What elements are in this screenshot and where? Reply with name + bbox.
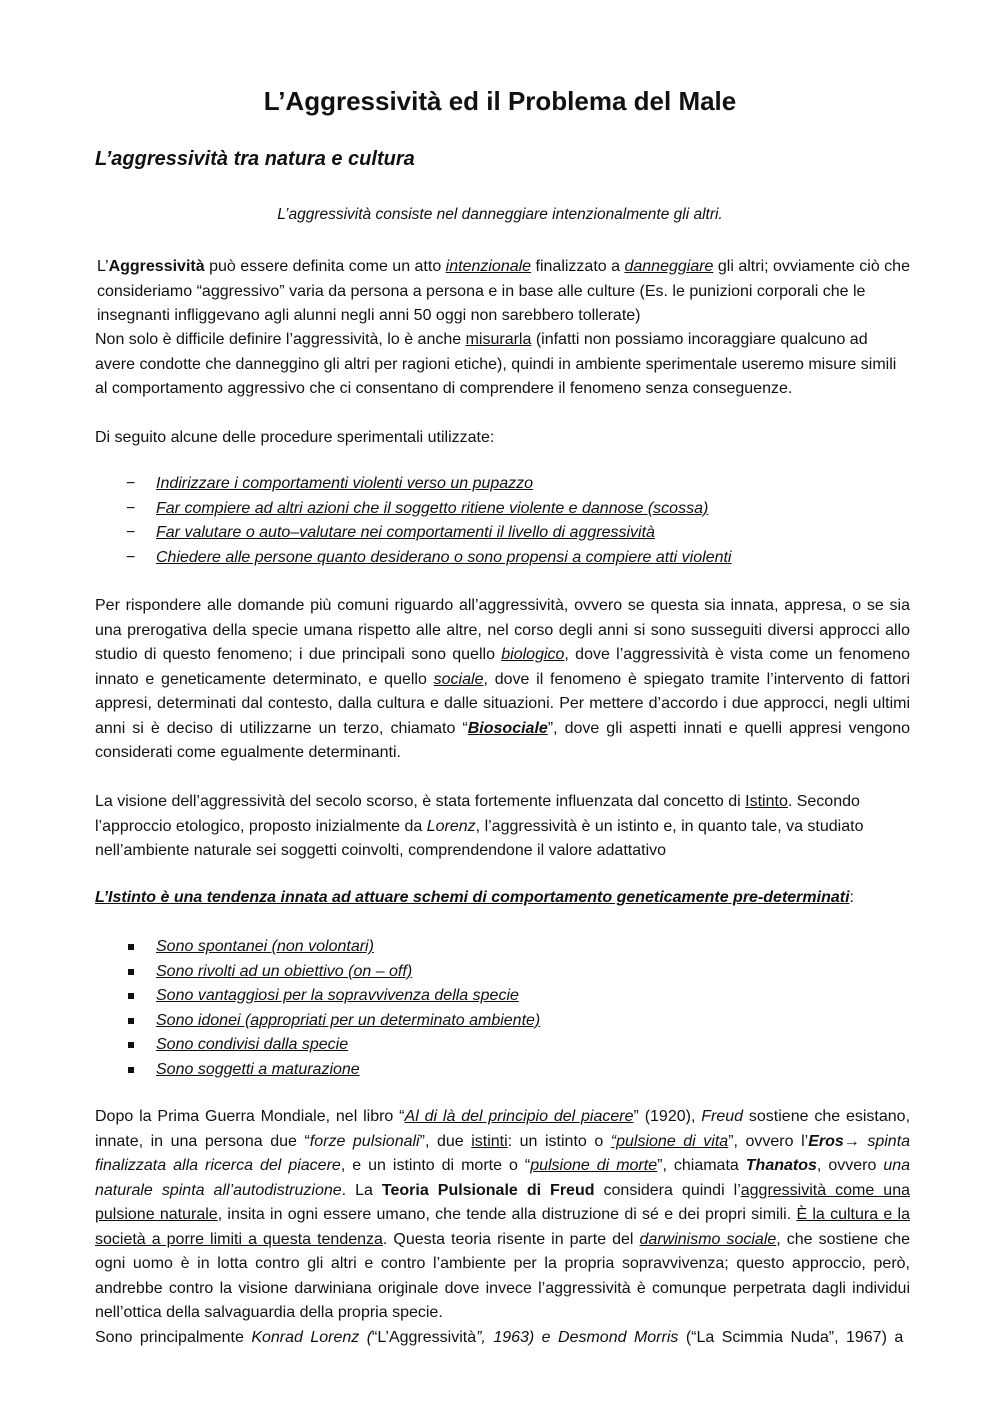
list-item — [120, 984, 540, 1009]
text: : un istinto o — [507, 1132, 611, 1150]
text: Non solo è difficile definire l’aggressività, lo è anche — [95, 331, 466, 348]
paragraph-freud — [95, 1105, 910, 1326]
term-pulsione-di-morte: pulsione di morte — [530, 1157, 658, 1174]
text: : — [849, 889, 854, 906]
dash-marker: − — [126, 499, 136, 517]
term-pulsione-di-vita: “pulsione di vita — [610, 1132, 729, 1150]
square-bullet-icon — [128, 969, 134, 975]
instinct-definition — [95, 886, 910, 911]
term-teoria-pulsionale: Teoria Pulsionale di Freud — [381, 1181, 595, 1199]
text: finalizzato a — [531, 258, 625, 275]
text: gli altri; ovviamente ciò che consideriamo “aggressivo” varia da persona a persona e in base alle culture (Es. le punizioni corporali che le insegnanti infliggevano agli alunni negli anni 50 oggi non sarebbero tollerate) — [97, 258, 910, 324]
text: → — [843, 1132, 868, 1150]
paragraph-measurement — [95, 328, 910, 402]
definition-line: L’aggressività consiste nel danneggiare intenzionalmente gli altri. — [277, 206, 723, 223]
text: una naturale spinta all’autodistruzione — [95, 1157, 911, 1199]
instinct-traits-list — [120, 935, 540, 1082]
text: . Secondo l’approccio etologico, proposto inizialmente da — [95, 793, 860, 835]
list-item-text: Chiedere alle persone quanto desiderano o sono propensi a compiere atti violenti — [156, 548, 732, 566]
instinct-definition-text: L’Istinto è una tendenza innata ad attuare schemi di comportamento geneticamente pre-determinati — [95, 889, 850, 906]
square-bullet-icon — [128, 993, 134, 999]
term-pulsione-naturale: aggressività come una pulsione naturale — [95, 1181, 910, 1223]
term-sociale: sociale — [433, 670, 484, 688]
text: “L’Aggressività — [372, 1329, 477, 1346]
term-danneggiare: danneggiare — [624, 258, 714, 275]
dash-marker: − — [126, 475, 136, 492]
section-subtitle: L’aggressività tra natura e cultura — [95, 148, 415, 170]
term-istinto: Istinto — [745, 793, 788, 810]
list-item — [120, 546, 731, 571]
text: . La — [341, 1181, 382, 1199]
paragraph-approaches — [95, 594, 910, 766]
list-item-text: Far valutare o auto–valutare nei comportamenti il livello di aggressività — [156, 524, 655, 541]
text: sostiene che esistano, innate, in una persona due “ — [95, 1108, 911, 1150]
text: , e un istinto di morte o “ — [340, 1157, 531, 1174]
list-item — [120, 472, 731, 497]
list-item — [120, 960, 540, 985]
term-lorenz: Lorenz — [426, 817, 476, 835]
square-bullet-icon — [128, 944, 134, 950]
term-intenzionale: intenzionale — [445, 258, 532, 275]
text: ”, due — [419, 1132, 472, 1150]
list-item-text: Sono spontanei (non volontari) — [156, 938, 374, 955]
term-darwinismo-sociale: darwinismo sociale — [639, 1230, 777, 1248]
term-biologico: biologico — [501, 646, 565, 663]
text: Sono principalmente — [95, 1329, 252, 1346]
list-item-text: Far compiere ad altri azioni che il soggetto ritiene violente e dannose (scossa) — [156, 499, 709, 517]
square-bullet-icon — [128, 1067, 134, 1073]
text: , che sostiene che ogni uomo è in lotta contro gli altri e contro l’ambiente per la propria sopravvivenza; questo approccio, però, andrebbe contro la visione darwiniana originale dove invece l’aggressività è comunque perpetrata dagli individui nell’ottica della salvaguardia della propria specie. — [95, 1230, 911, 1321]
text: spinta finalizzata alla ricerca del piacere — [95, 1132, 911, 1174]
paragraph-definition — [97, 255, 912, 329]
list-item — [120, 935, 540, 960]
paragraph-instinct — [95, 790, 910, 864]
text: , dove l’aggressività è vista come un fenomeno innato e geneticamente determinato, e quello — [95, 646, 911, 688]
list-item-text: Sono vantaggiosi per la sopravvivenza della specie — [156, 987, 519, 1004]
dash-marker: − — [126, 524, 136, 541]
list-item — [120, 1058, 540, 1083]
paragraph-lorenz-morris — [95, 1326, 903, 1351]
page-title: L’Aggressività ed il Problema del Male — [263, 86, 737, 116]
list-item-text: Sono rivolti ad un obiettivo (on – off) — [156, 962, 413, 980]
square-bullet-icon — [128, 1018, 134, 1024]
term-istinti: istinti — [471, 1132, 508, 1150]
text: ”, ovvero l’ — [728, 1132, 809, 1150]
text: Dopo la Prima Guerra Mondiale, nel libro “ — [95, 1108, 405, 1125]
list-item — [120, 1009, 540, 1034]
dash-marker: − — [126, 548, 136, 566]
square-bullet-icon — [128, 1042, 134, 1048]
text: ” (1920), — [633, 1108, 702, 1125]
text: (“La Scimmia Nuda”, 1967) a — [678, 1329, 904, 1346]
list-item-text: Sono condivisi dalla specie — [156, 1036, 349, 1053]
book-title-freud: Al di là del principio del piacere — [404, 1108, 634, 1125]
text: , l’aggressività è un istinto e, in quanto tale, va studiato nell’ambiente naturale sei soggetti coinvolti, comprendendone il valore adattativo — [95, 817, 864, 859]
text: Per rispondere alle domande più comuni riguardo all’aggressività, ovvero se questa sia innata, appresa, o se sia una prerogativa della specie umana rispetto alle altre, nel corso degli anni si sono susseguiti diversi approcci allo studio di questo fenomeno; i due principali sono quello — [95, 597, 910, 663]
term-cultura-limiti: È la cultura e la società a porre limiti a questa tendenza — [95, 1206, 910, 1248]
term-aggressivita: Aggressività — [108, 258, 205, 275]
procedures-list — [120, 472, 731, 570]
text: , ovvero — [816, 1157, 884, 1174]
paragraph-procedures-intro: Di seguito alcune delle procedure sperimentali utilizzate: — [95, 429, 495, 446]
text: , insita in ogni essere umano, che tende alla distruzione di sé e dei propri simili. — [217, 1206, 797, 1223]
text: La visione dell’aggressività del secolo scorso, è stata fortemente influenzata dal concetto di — [95, 793, 746, 810]
text: considera quindi l’ — [594, 1181, 741, 1199]
list-item — [120, 1033, 540, 1058]
text: ”, chiamata — [657, 1157, 746, 1174]
list-item-text: Sono soggetti a maturazione — [156, 1060, 360, 1078]
text: . Questa teoria risente in parte del — [382, 1230, 640, 1248]
term-forze-pulsionali: forze pulsionali — [309, 1132, 420, 1150]
text: , dove il fenomeno è spiegato tramite l’intervento di fattori appresi, determinati dal contesto, dalla cultura e dalle situazioni. Per mettere d’accordo i due approcci, negli ultimi anni si è deciso di utilizzarne un terzo, chiamato “ — [95, 670, 910, 737]
list-item — [120, 521, 731, 546]
text: può essere definita come un atto — [204, 258, 446, 275]
list-item — [120, 497, 731, 522]
list-item-text: Indirizzare i comportamenti violenti verso un pupazzo — [156, 475, 534, 492]
term-freud: Freud — [701, 1108, 744, 1125]
list-item-text: Sono idonei (appropriati per un determinato ambiente) — [156, 1011, 541, 1029]
text: (infatti non possiamo incoraggiare qualcuno ad avere condotte che danneggino gli altri per ragioni etiche), quindi in ambiente sperimentale useremo misure simili al comportamento aggressivo che ci consentano di comprendere il fenomeno senza conseguenze. — [95, 331, 897, 397]
text: L’ — [97, 258, 109, 275]
term-eros: Eros — [808, 1132, 844, 1150]
text: ”, dove gli aspetti innati e quelli appresi vengono considerati come egualmente determinanti. — [95, 719, 910, 761]
term-thanatos: Thanatos — [745, 1157, 817, 1174]
term-konrad-lorenz: Konrad Lorenz ( — [251, 1329, 373, 1346]
term-misurarla: misurarla — [465, 331, 532, 348]
term-desmond-morris: ”, 1963) e Desmond Morris — [476, 1329, 679, 1346]
term-biosociale: Biosociale — [467, 719, 548, 737]
